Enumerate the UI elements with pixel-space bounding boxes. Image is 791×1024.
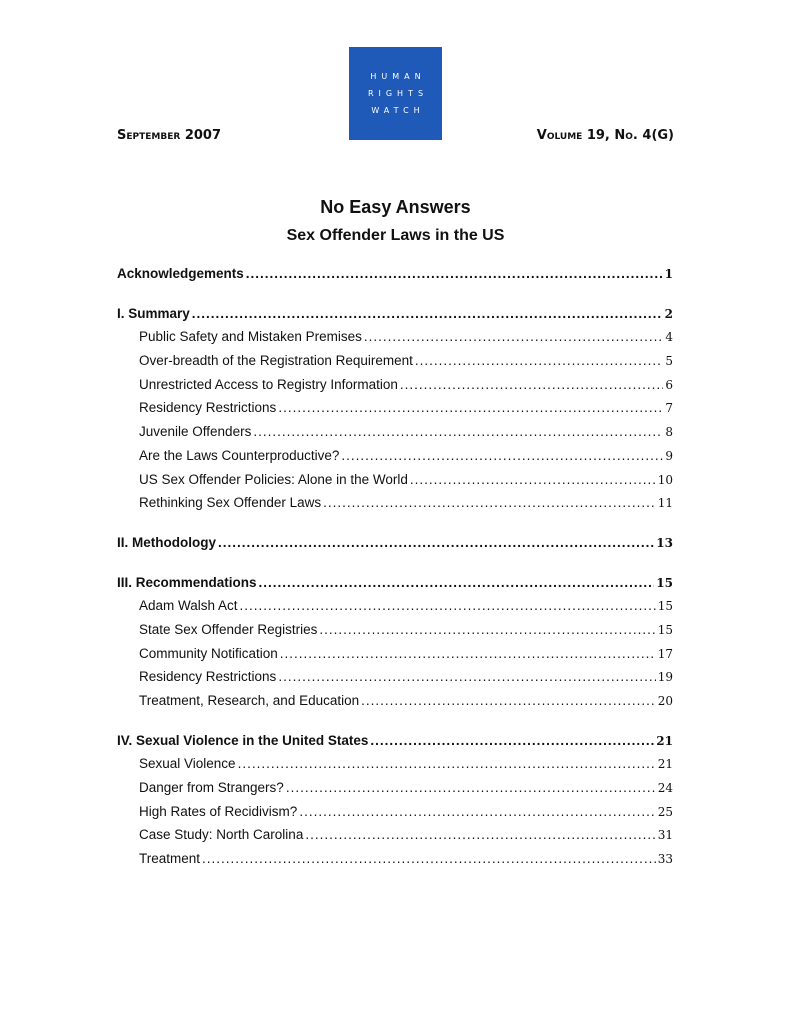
toc-label: Rethinking Sex Offender Laws — [139, 495, 322, 511]
toc-page: 11 — [657, 496, 673, 511]
toc-label: II. Methodology — [117, 534, 216, 550]
toc-label: Adam Walsh Act — [139, 598, 238, 614]
toc-page: 4 — [665, 330, 673, 345]
toc-page: 8 — [665, 425, 673, 440]
report-title: No Easy Answers — [320, 197, 471, 217]
toc-page: 17 — [657, 646, 673, 661]
toc-label: Over-breadth of the Registration Requirement — [139, 353, 413, 369]
toc-subentry[interactable] — [117, 325, 673, 349]
toc-subentry[interactable] — [117, 847, 673, 871]
leader-dots — [253, 420, 663, 444]
toc-label: III. Recommendations — [117, 574, 257, 590]
toc-page: 13 — [656, 535, 673, 550]
leader-dots — [286, 776, 656, 800]
leader-dots — [218, 531, 654, 555]
logo-line-2: RIGHTS — [367, 89, 429, 98]
toc-page: 21 — [656, 733, 673, 748]
toc-page: 5 — [665, 354, 673, 369]
toc-page: 1 — [664, 267, 673, 281]
leader-dots — [278, 665, 655, 689]
leader-dots — [364, 325, 664, 349]
toc-page: 2 — [664, 306, 673, 321]
logo-line-3: WATCH — [371, 106, 425, 115]
toc-label: State Sex Offender Registries — [139, 621, 318, 637]
toc-subentry[interactable] — [117, 752, 673, 776]
toc-label: Residency Restrictions — [139, 400, 277, 416]
toc-subentry[interactable] — [117, 665, 673, 689]
leader-dots — [323, 491, 656, 515]
hrw-logo — [349, 47, 442, 140]
toc-label: Treatment — [139, 851, 201, 867]
toc-entry-recommendations[interactable] — [117, 571, 673, 595]
leader-dots — [278, 396, 663, 420]
report-volume: Volume 19, No. 4(G) — [536, 128, 674, 143]
toc-label: Unrestricted Access to Registry Information — [139, 376, 398, 392]
leader-dots — [259, 571, 655, 595]
leader-dots — [240, 594, 656, 618]
toc-page: 25 — [657, 804, 673, 819]
toc-subentry[interactable] — [117, 468, 673, 492]
toc-label: Acknowledgements — [117, 266, 244, 281]
toc-page: 9 — [665, 448, 673, 463]
leader-dots — [192, 302, 663, 326]
toc-subentry[interactable] — [117, 689, 673, 713]
toc-page: 15 — [656, 575, 673, 590]
toc-subentry[interactable] — [117, 823, 673, 847]
toc-page: 20 — [657, 694, 673, 708]
toc-label: Public Safety and Mistaken Premises — [139, 329, 362, 345]
toc-label: Are the Laws Counterproductive? — [139, 447, 340, 463]
toc-page: 7 — [665, 401, 673, 416]
leader-dots — [319, 618, 655, 642]
toc-page: 15 — [657, 599, 673, 614]
toc-page: 6 — [665, 377, 673, 392]
toc-subentry[interactable] — [117, 420, 673, 444]
leader-dots — [246, 262, 663, 286]
toc-label: Sexual Violence — [139, 756, 236, 772]
toc-subentry[interactable] — [117, 373, 673, 397]
toc-label: IV. Sexual Violence in the United States — [117, 732, 369, 748]
toc-page: 33 — [657, 852, 673, 867]
leader-dots — [361, 689, 656, 713]
logo-line-1: HUMAN — [370, 72, 426, 81]
toc-subentry[interactable] — [117, 396, 673, 420]
toc-subentry[interactable] — [117, 618, 673, 642]
table-of-contents — [117, 262, 673, 871]
leader-dots — [305, 823, 655, 847]
toc-label: Community Notification — [139, 645, 278, 661]
toc-subentry[interactable] — [117, 349, 673, 373]
toc-subentry[interactable] — [117, 642, 673, 666]
toc-label: US Sex Offender Policies: Alone in the World — [139, 471, 408, 487]
toc-label: Case Study: North Carolina — [139, 827, 304, 843]
toc-entry-summary[interactable] — [117, 302, 673, 326]
toc-page: 15 — [657, 622, 673, 637]
toc-page: 19 — [657, 670, 673, 685]
report-subtitle: Sex Offender Laws in the US — [286, 227, 505, 244]
leader-dots — [238, 752, 656, 776]
toc-entry-sexual-violence[interactable] — [117, 729, 673, 753]
leader-dots — [370, 729, 654, 753]
toc-label: Treatment, Research, and Education — [139, 693, 360, 708]
toc-entry-acknowledgements[interactable] — [117, 262, 673, 286]
toc-subentry[interactable] — [117, 594, 673, 618]
toc-label: High Rates of Recidivism? — [139, 803, 298, 819]
toc-page: 10 — [657, 472, 673, 487]
leader-dots — [299, 800, 655, 824]
leader-dots — [202, 847, 656, 871]
toc-label: I. Summary — [117, 305, 190, 321]
toc-label: Juvenile Offenders — [139, 424, 252, 440]
leader-dots — [280, 642, 656, 666]
toc-subentry[interactable] — [117, 776, 673, 800]
toc-page: 24 — [657, 781, 673, 796]
toc-subentry[interactable] — [117, 800, 673, 824]
toc-label: Danger from Strangers? — [139, 780, 284, 796]
toc-label: Residency Restrictions — [139, 669, 277, 685]
toc-page: 21 — [657, 757, 673, 772]
toc-page: 31 — [657, 828, 673, 843]
leader-dots — [410, 468, 656, 492]
leader-dots — [341, 444, 663, 468]
leader-dots — [415, 349, 663, 373]
toc-entry-methodology[interactable] — [117, 531, 673, 555]
report-date: September 2007 — [117, 128, 221, 143]
toc-subentry[interactable] — [117, 444, 673, 468]
toc-subentry[interactable] — [117, 491, 673, 515]
leader-dots — [400, 373, 664, 397]
